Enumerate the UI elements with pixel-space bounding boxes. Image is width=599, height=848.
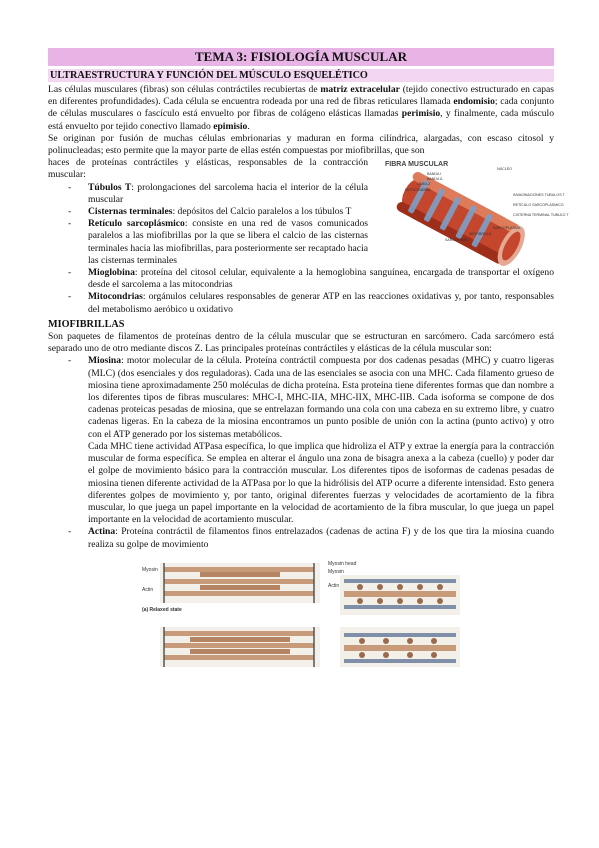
proteins-list xyxy=(48,355,554,440)
list-item xyxy=(48,291,554,315)
term: Retículo sarcoplásmico xyxy=(88,218,185,230)
origin-paragraph: Se originan por fusión de muchas células embrionarias y maduran en forma cilíndrica, alargadas, con escaso citosol y polinucleadas; esto permite que la mayor parte de ellas estén compuestas por miofibrillas, que son xyxy=(48,132,554,157)
label-banda-i: BANDA I xyxy=(427,172,442,177)
label-miofibrilla: MIOFIBRILLA xyxy=(469,232,492,237)
intro-text-3: ; cada conjunto de células musculares o fascículo está envuelto por fibras de colágeno elásticas llamadas xyxy=(48,96,554,120)
intro-paragraph xyxy=(48,84,554,133)
term: Actina xyxy=(88,526,116,538)
desc: : consiste en una red de vasos comunicados paralelos a las miofibrillas por la que se libera el calcio de las cisternas terminales hacia las miofibrillas, para posteriormente ser recaptado hacia las cisternas terminales xyxy=(88,218,369,266)
proteins-list-2 xyxy=(48,526,554,550)
desc: : proteína del citosol celular, equivalente a la hemoglobina sanguínea, encargada de transportar el oxígeno desde el sarcolema a las mitocondrias xyxy=(88,267,554,291)
label-relaxed: (a) Relaxed state xyxy=(142,606,182,613)
term: Miosina xyxy=(88,355,122,367)
list-item xyxy=(48,267,554,291)
intro-text-4: , y finalmente, cada músculo está envuelto por tejido conectivo llamado xyxy=(48,108,554,132)
section-heading: MIOFIBRILLAS xyxy=(48,318,125,330)
structures-block xyxy=(48,157,569,316)
atpase-paragraph: Cada MHC tiene actividad ATPasa específica, lo que implica que hidroliza el ATP y extrae la energía para la contracción muscular de forma específica. Se emplea en alterar el ángulo una zona de bisagra anexa a la cabeza (cuello) y poder dar el golpe de movimiento básico para la contracción muscular. Los diferentes tipos de isoformas de cadenas pesadas de miosina tienen diferente actividad de la ATPasa por lo que la hidrólisis del ATP ocurre a diferente intensidad. Esto genera diferentes golpes de movimiento y, por tanto, original diferentes fuerzas y velocidades de acortamiento de la fibra muscular, lo que juega un papel importante en la velocidad de acortamiento de la fibra muscular, lo que juega un papel importante en la velocidad de acortamiento muscular. xyxy=(88,440,554,526)
label-actin-2: Actin xyxy=(328,582,340,589)
sarcomere-figure xyxy=(140,557,470,675)
label-tubulos-t: INVAGINACIONES TUBULOS T xyxy=(513,193,565,198)
term-perimisio: perimisio xyxy=(401,108,441,120)
label-actin: Actin xyxy=(142,586,154,593)
origin-narrow-text: haces de proteínas contráctiles y elásticas, responsables de la contracción muscular: xyxy=(48,157,368,181)
muscle-fiber-figure xyxy=(381,157,569,275)
desc: : depósitos del Calcio paralelos a los túbulos T xyxy=(172,206,352,218)
section-subtitle: ULTRAESTRUCTURA Y FUNCIÓN DEL MÚSCULO ESQUELÉTICO xyxy=(48,69,554,82)
label-myosin-head: Myosin head xyxy=(328,560,357,567)
intro-text-5: . xyxy=(247,120,250,132)
list-item xyxy=(48,355,554,440)
desc: : Proteína contráctil de filamentos finos entrelazados (cadenas de actina F) y de los que tira la miosina cuando realiza su golpe de movimiento xyxy=(88,526,554,550)
label-myosin: Myosin xyxy=(142,566,158,573)
document-page xyxy=(48,48,569,675)
label-sarcolema: SARCOLEMA xyxy=(445,238,468,243)
term-endomisio: endomisio xyxy=(453,96,495,108)
intro-text-1: Las células musculares (fibras) son células contráctiles recubiertas de xyxy=(48,84,321,95)
desc: : prolongaciones del sarcolema hacia el interior de la célula muscular xyxy=(88,181,368,205)
label-myosin-2: Myosin xyxy=(328,568,344,575)
term: Mioglobina xyxy=(88,267,135,279)
label-cisterna: CISTERNA TERMINAL TUBULO T xyxy=(513,213,569,218)
list-item xyxy=(48,206,368,218)
list-item xyxy=(48,526,554,550)
term-epimisio: epimisio xyxy=(213,120,248,132)
term-matriz: matriz extracelular xyxy=(320,84,400,95)
page-title: TEMA 3: FISIOLOGÍA MUSCULAR xyxy=(48,48,554,66)
list-item xyxy=(48,218,368,267)
figure1-title: FIBRA MUSCULAR xyxy=(385,161,449,169)
term: Túbulos T xyxy=(88,181,132,193)
term: Cisternas terminales xyxy=(88,206,173,218)
desc: : motor molecular de la célula. Proteína contráctil compuesta por dos cadenas pesadas (MHC) y cuatro ligeras (MLC) (dos esenciales y dos reguladoras). Cada una de las esenciales se asocia con una MHC. Cada filamento grueso de miosina tiene aproximadamente 250 moléculas de dicha proteína. Esta proteína tiene diferentes formas que dan nombre a los diferentes tipos de fibras musculares: MHC-I, MHC-IIA, MHC-IIX, MHC-IIB. Cada isoforma se compone de dos cadenas proteicas pesadas de miosina, que se entrelazan formando una cola con una cabeza en su extremo libre, y cuatro cadenas ligeras. En la cabeza de la miosina encontramos un punto posible de unión con la actina (punto activo) y otro con el ATP generado por los sistemas metabólicos. xyxy=(88,355,554,440)
label-reticulo: RETÍCULO SARCOPLÁSMICO xyxy=(513,203,564,208)
label-mitocondria: MITOCONDRIA xyxy=(405,188,431,193)
intro-text-2: (tejido conectivo estructurado en capas en diferentes profundidades). Cada célula se encuentra rodeada por una red de fibras reticulares llamada xyxy=(48,84,555,108)
list-item xyxy=(48,182,368,206)
label-banda-a: BANDA A xyxy=(427,177,443,182)
term: Mitocondrias xyxy=(88,291,143,303)
desc: : orgánulos celulares responsables de generar ATP en las reacciones oxidativas y, por tanto, responsables del metabolismo aeróbico u oxidativo xyxy=(88,291,554,315)
myofibril-paragraph: Son paquetes de filamentos de proteínas dentro de la célula muscular que se estructuran en sarcómero. Cada sarcómero está separado uno de otro mediante discos Z. Las principales proteínas contráctiles y elásticas de la célula muscular son: xyxy=(48,331,554,355)
label-linea-z: LÍNEA Z xyxy=(417,182,431,187)
label-sarcoplasma: SARCOPLASMA xyxy=(493,226,521,231)
label-nucleo: NÚCLEO xyxy=(497,167,512,172)
